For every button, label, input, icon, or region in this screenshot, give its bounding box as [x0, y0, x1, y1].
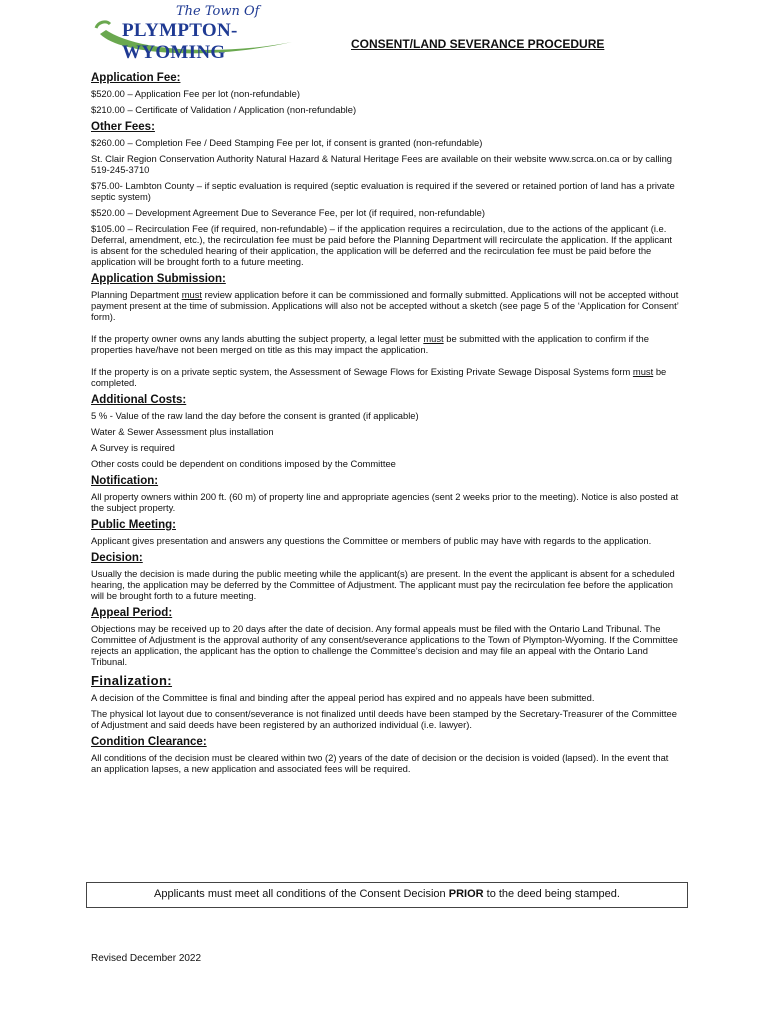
section-public-meeting [91, 519, 681, 546]
text-span: If the property owner owns any lands abutting the subject property, a legal letter [91, 333, 424, 344]
heading-notification: Notification: [91, 475, 159, 487]
heading-condition-clearance: Condition Clearance: [91, 736, 207, 748]
paragraph [91, 366, 681, 388]
section-condition-clearance [91, 736, 681, 774]
notice-emphasis: PRIOR [448, 888, 484, 900]
fee-line: $210.00 – Certificate of Validation / Application (non-refundable) [91, 104, 357, 115]
fee-line: St. Clair Region Conservation Authority Natural Hazard & Natural Heritage Fees are available on their website www.scrca.on.ca or by calling 519-245-3710 [91, 153, 673, 175]
heading-application-submission: Application Submission: [91, 273, 226, 285]
document-title: CONSENT/LAND SEVERANCE PROCEDURE [351, 37, 605, 51]
fee-line: $260.00 – Completion Fee / Deed Stamping Fee per lot, if consent is granted (non-refundable) [91, 137, 483, 148]
conditions-notice-box [86, 882, 688, 908]
paragraph [91, 333, 681, 355]
heading-application-fee: Application Fee: [91, 72, 181, 84]
revision-date: Revised December 2022 [91, 953, 202, 964]
fee-line: $520.00 – Development Agreement Due to Severance Fee, per lot (if required, non-refundable) [91, 207, 485, 218]
paragraph: All property owners within 200 ft. (60 m) of property line and appropriate agencies (sent 2 weeks prior to the meeting). Notice is also posted at the subject property. [91, 491, 679, 513]
cost-line: 5 % - Value of the raw land the day before the consent is granted (if applicable) [91, 410, 419, 421]
heading-decision: Decision: [91, 552, 143, 564]
heading-additional-costs: Additional Costs: [91, 394, 187, 406]
heading-other-fees: Other Fees: [91, 121, 155, 133]
paragraph: Applicant gives presentation and answers any questions the Committee or members of public may have with regards to the application. [91, 535, 652, 546]
heading-public-meeting: Public Meeting: [91, 519, 176, 531]
cost-line: A Survey is required [91, 442, 175, 453]
fee-line: $520.00 – Application Fee per lot (non-refundable) [91, 88, 300, 99]
logo-script-text: The Town Of [176, 4, 260, 19]
fee-line: $105.00 – Recirculation Fee (if required, non-refundable) – if the application requires a recirculation, due to the actions of the applicant (i.e. Deferral, amendment, etc.), the recirculation fee must be paid before the Planning Department will recirculate the application. If the applicant is absent for the scheduled hearing of their application, the application will be deferred and the recirculation fee must be paid before the application will be brought forth to a future meeting. [91, 223, 673, 267]
text-span: be submitted with the application to confirm if the properties have/have not been merged on title as this may impact the application. [91, 333, 649, 355]
logo-main-text: PLYMPTON-WYOMING [122, 20, 238, 63]
heading-appeal-period: Appeal Period: [91, 607, 173, 619]
text-span: Planning Department [91, 289, 182, 300]
document-body [91, 72, 681, 780]
fee-line: $75.00- Lambton County – if septic evaluation is required (septic evaluation is required if the severed or retained portion of land has a private septic system) [91, 180, 675, 202]
section-notification [91, 475, 681, 513]
paragraph: The physical lot layout due to consent/severance is not finalized until deeds have been stamped by the Secretary-Treasurer of the Committee of Adjustment and said deeds have been registered by an authorized individual (i.e. lawyer). [91, 708, 677, 730]
cost-line: Water & Sewer Assessment plus installation [91, 426, 274, 437]
notice-text: Applicants must meet all conditions of the Consent Decision [154, 888, 449, 900]
paragraph: A decision of the Committee is final and binding after the appeal period has expired and no appeals have been submitted. [91, 692, 595, 703]
text-span: If the property is on a private septic system, the Assessment of Sewage Flows for Existing Private Sewage Disposal Systems form [91, 366, 633, 377]
section-decision [91, 552, 681, 601]
section-appeal-period [91, 607, 681, 667]
text-span: be completed. [91, 366, 667, 388]
notice-text: to the deed being stamped. [483, 888, 620, 900]
section-other-fees [91, 121, 681, 267]
paragraph: All conditions of the decision must be cleared within two (2) years of the date of decision or the decision is voided (lapsed). In the event that an application lapses, a new application and associated fees will be required. [91, 752, 669, 774]
paragraph [91, 289, 681, 322]
section-finalization [91, 673, 681, 730]
heading-finalization: Finalization: [91, 673, 173, 688]
section-additional-costs [91, 394, 681, 469]
paragraph: Usually the decision is made during the public meeting while the applicant(s) are present. In the event the applicant is absent for a scheduled hearing, the application may be deferred by the Committee of Adjustment. The applicant must pay the recirculation fee before the application will be brought forth to a future meeting. [91, 568, 675, 601]
section-application-submission [91, 273, 681, 388]
emphasis-must: must [632, 366, 654, 377]
section-application-fee [91, 72, 681, 115]
text-span: review application before it can be commissioned and formally submitted. Applications will not be accepted without payment present at the time of submission. Applications will also not be accepted without a sketch (see page 5 of the ‘Application for Consent’ form). [91, 289, 679, 322]
paragraph: Objections may be received up to 20 days after the date of decision. Any formal appeals must be filed with the Ontario Land Tribunal. The Committee of Adjustment is the approval authority of any consent/severance applications to the Town of Plympton-Wyoming. If the Committee rejects an application, the applicant has the option to challenge the Committee’s decision and may file an appeal with the Ontario Land Tribunal. [91, 623, 679, 667]
emphasis-must: must [423, 333, 444, 344]
cost-line: Other costs could be dependent on conditions imposed by the Committee [91, 458, 396, 469]
emphasis-must: must [181, 289, 203, 300]
town-logo [92, 4, 307, 62]
